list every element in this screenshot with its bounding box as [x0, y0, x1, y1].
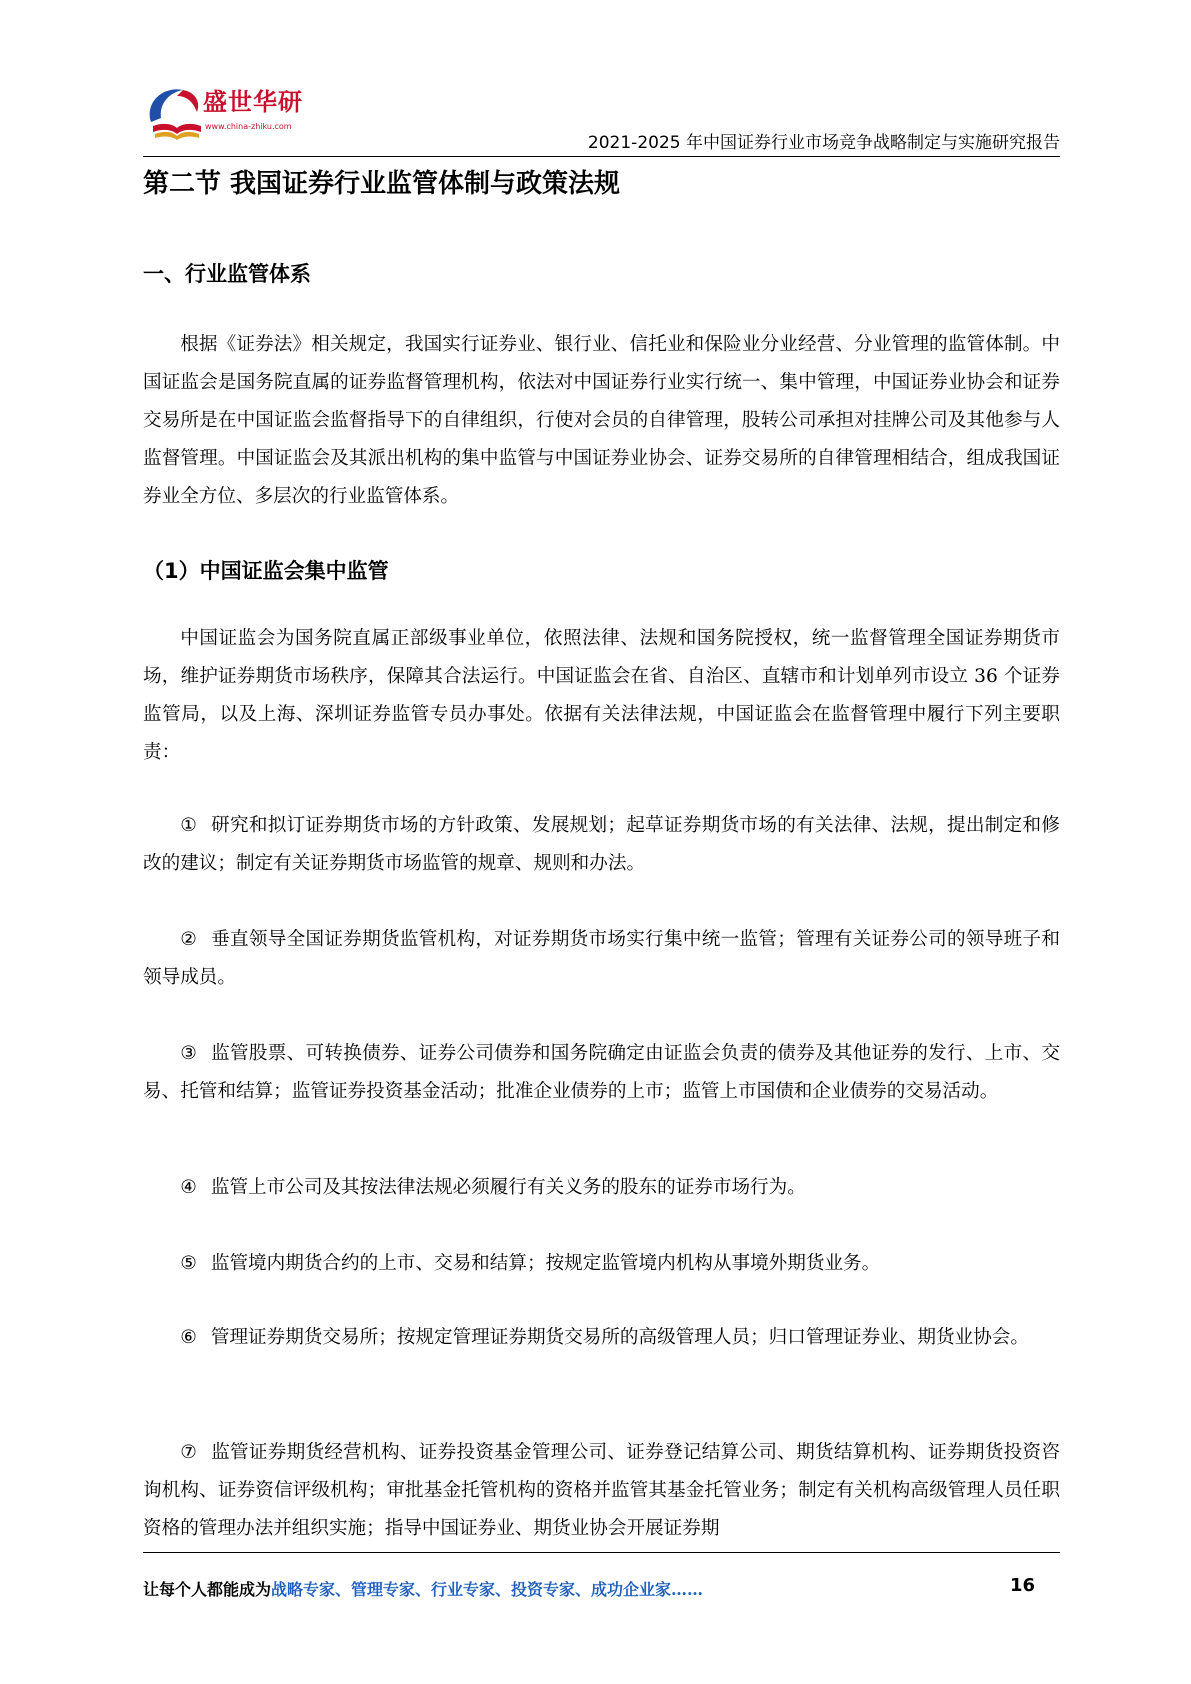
duty-number: ⑦ [180, 1442, 198, 1463]
duty-item [143, 1169, 1060, 1207]
page-number: 16 [1010, 1575, 1036, 1596]
duty-number: ⑥ [180, 1327, 197, 1348]
duty-number: ③ [180, 1043, 198, 1064]
duty-number: ② [180, 929, 198, 950]
section-title: 第二节 我国证券行业监管体制与政策法规 [143, 169, 621, 199]
duty-text: 管理证券期货交易所；按规定管理证券期货交易所的高级管理人员；归口管理证券业、期货业协会。 [210, 1327, 1029, 1348]
footer-slogan [143, 1577, 703, 1600]
logo-title: 盛世华研 [203, 88, 303, 116]
page-header [143, 78, 1060, 158]
duty-item [143, 1245, 1060, 1283]
company-logo [143, 78, 313, 146]
slogan-highlight: 战略专家、管理专家、行业专家、投资专家、成功企业家…… [271, 1580, 704, 1599]
duty-item [143, 1035, 1060, 1111]
subsection-title: 一、行业监管体系 [143, 262, 311, 286]
duty-text: 垂直领导全国证券期货监管机构，对证券期货市场实行集中统一监管；管理有关证券公司的领导班子和领导成员。 [143, 929, 1060, 988]
duty-item [143, 807, 1060, 883]
logo-emblem-icon [143, 82, 205, 144]
paragraph-csrc-intro: 中国证监会为国务院直属正部级事业单位，依照法律、法规和国务院授权，统一监督管理全国证券期货市场，维护证券期货市场秩序，保障其合法运行。中国证监会在省、自治区、直辖市和计划单列市设立 36 个证券监管局，以及上海、深圳证券监管专员办事处。依据有关法律法规，中国证监会在监督管理中履行下列主要职责： [143, 628, 1060, 763]
duty-text: 研究和拟订证券期货市场的方针政策、发展规划；起草证券期货市场的有关法律、法规，提出制定和修改的建议；制定有关证券期货市场监管的规章、规则和办法。 [143, 815, 1060, 874]
duty-text: 监管上市公司及其按法律法规必须履行有关义务的股东的证券市场行为。 [210, 1177, 806, 1198]
logo-url: www.china-zhiku.com [205, 122, 292, 131]
footer-divider [143, 1552, 1060, 1553]
duty-item [143, 1434, 1060, 1548]
duty-text: 监管股票、可转换债券、证券公司债券和国务院确定由证监会负责的债券及其他证券的发行、上市、交易、托管和结算；监管证券投资基金活动；批准企业债券的上市；监管上市国债和企业债券的交易活动。 [143, 1043, 1060, 1102]
duty-text: 监管证券期货经营机构、证券投资基金管理公司、证券登记结算公司、期货结算机构、证券期货投资咨询机构、证券资信评级机构；审批基金托管机构的资格并监管其基金托管业务；制定有关机构高级管理人员任职资格的管理办法并组织实施；指导中国证券业、期货业协会开展证券期 [143, 1442, 1060, 1539]
slogan-prefix: 让每个人都能成为 [143, 1580, 272, 1599]
duty-text: 监管境内期货合约的上市、交易和结算；按规定监管境内机构从事境外期货业务。 [210, 1253, 881, 1274]
duty-item [143, 1319, 1060, 1357]
duty-item [143, 921, 1060, 997]
duty-number: ① [180, 815, 198, 836]
header-divider [143, 156, 1060, 157]
paragraph-regulatory-system: 根据《证券法》相关规定，我国实行证券业、银行业、信托业和保险业分业经营、分业管理的监管体制。中国证监会是国务院直属的证券监督管理机构，依法对中国证券行业实行统一、集中管理，中国证券业协会和证券交易所是在中国证监会监督指导下的自律组织，行使对会员的自律管理，股转公司承担对挂牌公司及其他参与人监督管理。中国证监会及其派出机构的集中监管与中国证券业协会、证券交易所的自律管理相结合，组成我国证券业全方位、多层次的行业监管体系。 [143, 334, 1060, 507]
report-title: 2021-2025 年中国证券行业市场竞争战略制定与实施研究报告 [587, 133, 1060, 153]
duty-number: ④ [180, 1177, 197, 1198]
duty-number: ⑤ [180, 1253, 197, 1274]
csrc-heading: （1）中国证监会集中监管 [143, 559, 389, 583]
